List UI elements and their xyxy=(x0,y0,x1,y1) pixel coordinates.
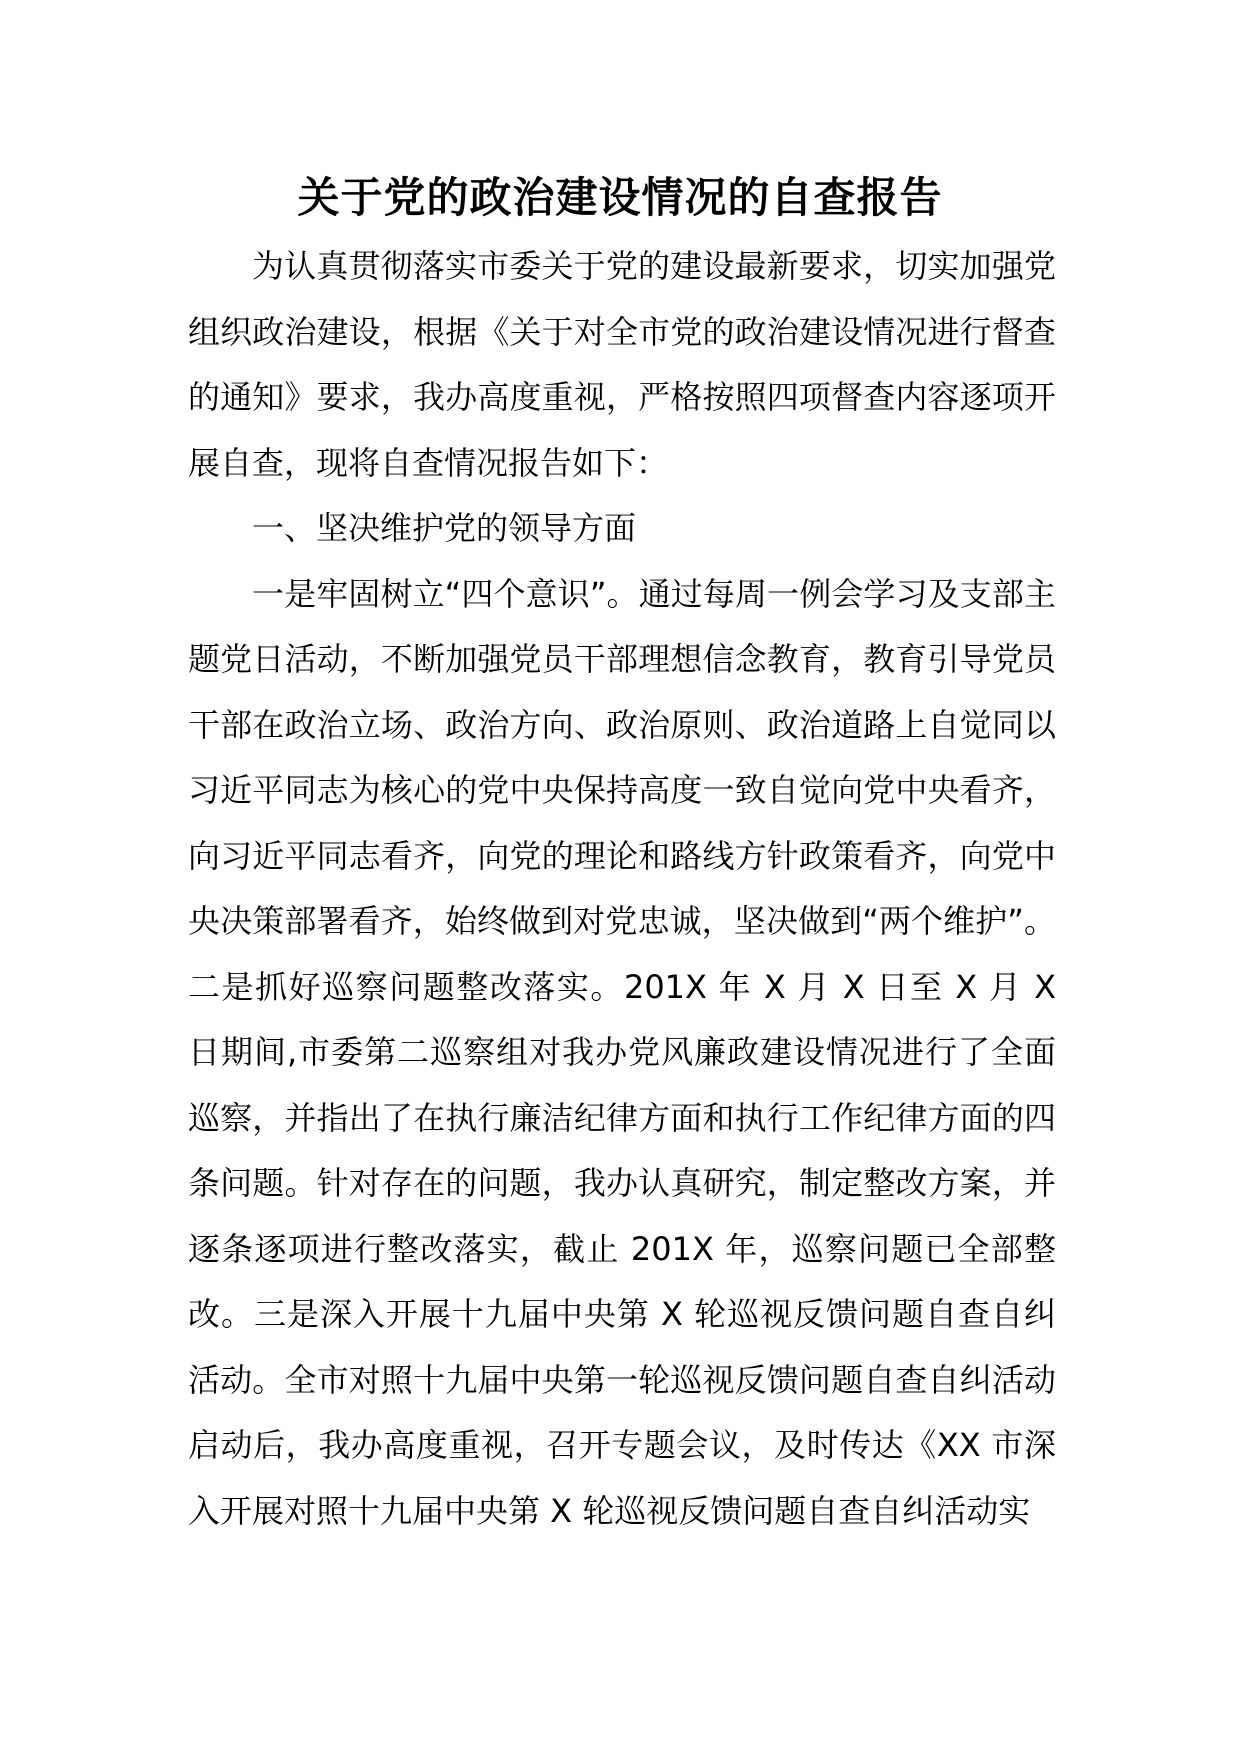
document-title: 关于党的政治建设情况的自查报告 xyxy=(297,173,943,222)
document-body xyxy=(188,234,1056,1544)
paragraph-intro: 为认真贯彻落实市委关于党的建设最新要求，切实加强党组织政治建设，根据《关于对全市党的政治建设情况进行督查的通知》要求，我办高度重视，严格按照四项督查内容逐项开展自查，现将自查情况报告如下： xyxy=(188,247,1056,482)
paragraph-section-one: 一是牢固树立“四个意识”。通过每周一例会学习及支部主题党日活动，不断加强党员干部理想信念教育，教育引导党员干部在政治立场、政治方向、政治原则、政治道路上自觉同以习近平同志为核心的党中央保持高度一致自觉向党中央看齐，向习近平同志看齐，向党的理论和路线方针政策看齐，向党中央决策部署看齐，始终做到对党忠诚，坚决做到“两个维护”。二是抓好巡察问题整改落实。201X 年 X 月 X 日至 X 月 X 日期间,市委第二巡察组对我办党风廉政建设情况进行了全面巡察，并指出了在执行廉洁纪律方面和执行工作纪律方面的四条问题。针对存在的问题，我办认真研究，制定整改方案，并逐条逐项进行整改落实，截止 201X 年，巡察问题已全部整改。三是深入开展十九届中央第 X 轮巡视反馈问题自查自纠活动。全市对照十九届中央第一轮巡视反馈问题自查自纠活动启动后，我办高度重视，召开专题会议，及时传达《XX 市深入开展对照十九届中央第 X 轮巡视反馈问题自查自纠活动实 xyxy=(188,574,1056,1530)
section-heading: 一、坚决维护党的领导方面 xyxy=(252,509,637,547)
